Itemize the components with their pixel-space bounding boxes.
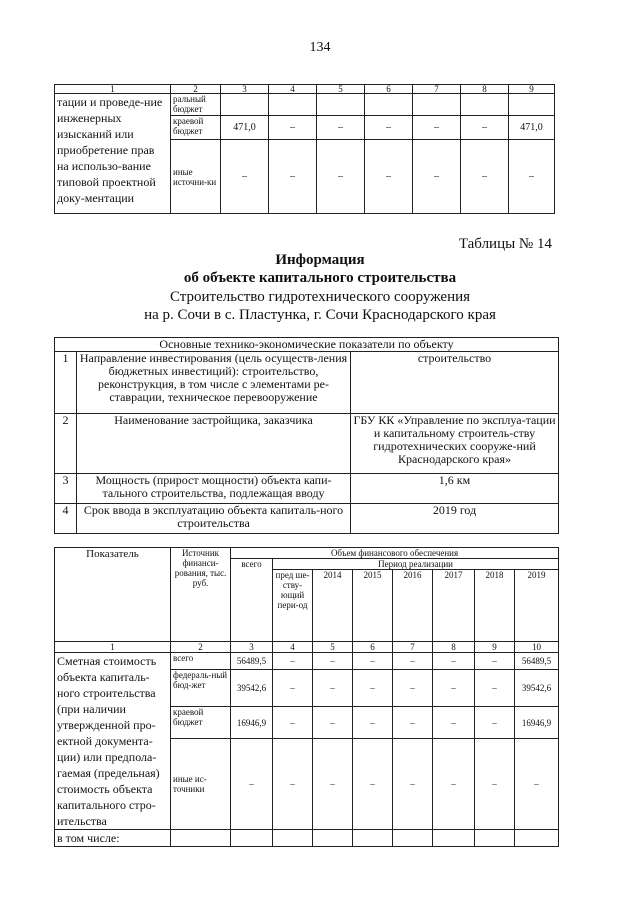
cell-value: –	[433, 739, 475, 830]
funding-source: всего	[171, 653, 231, 670]
row-description: тации и проведе-ние инженерных изысканий или приобретение прав на использо-вание типовой проектной доку-ментации	[55, 94, 171, 214]
cell-value: –	[393, 670, 433, 707]
financing-table	[54, 547, 559, 847]
year-header: 2017	[433, 570, 475, 642]
cell-value: –	[313, 670, 353, 707]
year-header: 2018	[475, 570, 515, 642]
col-number: 2	[171, 642, 231, 653]
cell-value: –	[475, 706, 515, 738]
cell-value: –	[313, 739, 353, 830]
cell-value: –	[475, 670, 515, 707]
col-number: 4	[269, 85, 317, 94]
funding-source: иные ис-точники	[171, 739, 231, 830]
col-number: 2	[171, 85, 221, 94]
col-number: 5	[317, 85, 365, 94]
table-header-row	[55, 548, 559, 559]
table-row	[55, 504, 559, 534]
cell-value: –	[273, 653, 313, 670]
cell-value: –	[393, 653, 433, 670]
cell-value: –	[515, 739, 559, 830]
row-value: 1,6 км	[351, 474, 559, 504]
cell-value: 16946,9	[515, 706, 559, 738]
funding-source: иные источни-ки	[171, 140, 221, 214]
cell-value: 471,0	[221, 116, 269, 140]
cell-value	[413, 94, 461, 116]
indicator-header: Показатель	[55, 548, 171, 642]
heading-subtitle: об объекте капитального строительства	[183, 270, 457, 286]
cell-value: –	[269, 116, 317, 140]
cell-value	[269, 94, 317, 116]
cell-value: 16946,9	[231, 706, 273, 738]
row-number: 2	[55, 414, 77, 474]
continuation-table	[54, 84, 555, 214]
cell-value: –	[231, 739, 273, 830]
row-number: 1	[55, 352, 77, 414]
row-description: Сметная стоимость объекта капиталь-ного строительства (при наличии утвержденной про-ектной документа-ции) или предпола-гаемая (предельная) стоимость объекта капитального стро-ительства	[55, 653, 171, 830]
year-header: 2019	[515, 570, 559, 642]
cell-value: –	[353, 653, 393, 670]
cell-value: 56489,5	[231, 653, 273, 670]
year-header: 2016	[393, 570, 433, 642]
row-number: 3	[55, 474, 77, 504]
cell-value: –	[313, 653, 353, 670]
volume-header: Объем финансового обеспечения	[231, 548, 559, 559]
year-header: 2015	[353, 570, 393, 642]
funding-source: федераль-ный бюд-жет	[171, 670, 231, 707]
footer-label: в том числе:	[55, 830, 171, 847]
col-number: 3	[221, 85, 269, 94]
cell-value: –	[313, 706, 353, 738]
total-header: всего	[231, 559, 273, 642]
row-label: Наименование застройщика, заказчика	[77, 414, 351, 474]
cell-value: –	[475, 653, 515, 670]
col-number-row	[55, 642, 559, 653]
cell-value: 56489,5	[515, 653, 559, 670]
col-number: 8	[433, 642, 475, 653]
cell-value: –	[365, 116, 413, 140]
col-number: 9	[475, 642, 515, 653]
cell-value: –	[353, 706, 393, 738]
year-header: 2014	[313, 570, 353, 642]
indicators-table	[54, 337, 559, 534]
cell-value: –	[317, 116, 365, 140]
cell-value: –	[353, 670, 393, 707]
col-number: 3	[231, 642, 273, 653]
row-label: Мощность (прирост мощности) объекта капи-тального строительства, подлежащая вводу	[77, 474, 351, 504]
col-number: 1	[55, 642, 171, 653]
cell-value: –	[475, 739, 515, 830]
table-row	[55, 414, 559, 474]
cell-value	[509, 94, 555, 116]
indicators-header: Основные технико-экономические показатели по объекту	[55, 338, 559, 352]
cell-value	[317, 94, 365, 116]
table-header-row	[55, 338, 559, 352]
page-number: 134	[309, 40, 331, 55]
col-number: 7	[393, 642, 433, 653]
cell-value: –	[509, 140, 555, 214]
row-label: Направление инвестирования (цель осуществ-ления бюджетных инвестиций): строительство, реконструкция, в том числе с элементами ре-ставрации, техническое перевооружение	[77, 352, 351, 414]
period-header: Период реализации	[273, 559, 559, 570]
row-label: Срок ввода в эксплуатацию объекта капиталь-ного строительства	[77, 504, 351, 534]
funding-source: ральный бюджет	[171, 94, 221, 116]
cell-value: –	[221, 140, 269, 214]
row-number: 4	[55, 504, 77, 534]
cell-value: –	[269, 140, 317, 214]
cell-value: –	[317, 140, 365, 214]
table-label: Таблицы № 14	[458, 236, 552, 252]
row-value: 2019 год	[351, 504, 559, 534]
col-number: 8	[461, 85, 509, 94]
cell-value: 471,0	[509, 116, 555, 140]
heading-location: на р. Сочи в с. Пластунка, г. Сочи Краснодарского края	[144, 307, 496, 323]
table-row	[55, 830, 559, 847]
cell-value: –	[393, 739, 433, 830]
col-number: 7	[413, 85, 461, 94]
heading-title: Информация	[275, 252, 365, 268]
col-number: 6	[365, 85, 413, 94]
cell-value: –	[433, 670, 475, 707]
prev-period-header: пред ше-ству-ющий пери-од	[273, 570, 313, 642]
cell-value: –	[461, 140, 509, 214]
col-number: 10	[515, 642, 559, 653]
funding-source: краевой бюджет	[171, 706, 231, 738]
table-row	[55, 352, 559, 414]
cell-value: –	[433, 706, 475, 738]
table-row	[55, 653, 559, 670]
cell-value: –	[273, 706, 313, 738]
col-number: 6	[353, 642, 393, 653]
col-number-row	[55, 85, 555, 94]
cell-value: –	[461, 116, 509, 140]
cell-value: 39542,6	[515, 670, 559, 707]
cell-value: –	[393, 706, 433, 738]
cell-value: –	[433, 653, 475, 670]
cell-value: –	[273, 739, 313, 830]
source-header: Источник финанси-рования, тыс. руб.	[171, 548, 231, 642]
table-row	[55, 94, 555, 116]
cell-value: 39542,6	[231, 670, 273, 707]
cell-value	[365, 94, 413, 116]
row-value: строительство	[351, 352, 559, 414]
cell-value	[221, 94, 269, 116]
funding-source: краевой бюджет	[171, 116, 221, 140]
cell-value: –	[273, 670, 313, 707]
row-value: ГБУ КК «Управление по эксплуа-тации и капитальному строитель-ству гидротехнических сооруже-ний Краснодарского края»	[351, 414, 559, 474]
table-row	[55, 474, 559, 504]
cell-value: –	[413, 140, 461, 214]
col-number: 4	[273, 642, 313, 653]
col-number: 5	[313, 642, 353, 653]
cell-value: –	[365, 140, 413, 214]
cell-value	[461, 94, 509, 116]
cell-value: –	[353, 739, 393, 830]
cell-value: –	[413, 116, 461, 140]
heading-object: Строительство гидротехнического сооружения	[169, 289, 471, 305]
col-number: 1	[55, 85, 171, 94]
col-number: 9	[509, 85, 555, 94]
